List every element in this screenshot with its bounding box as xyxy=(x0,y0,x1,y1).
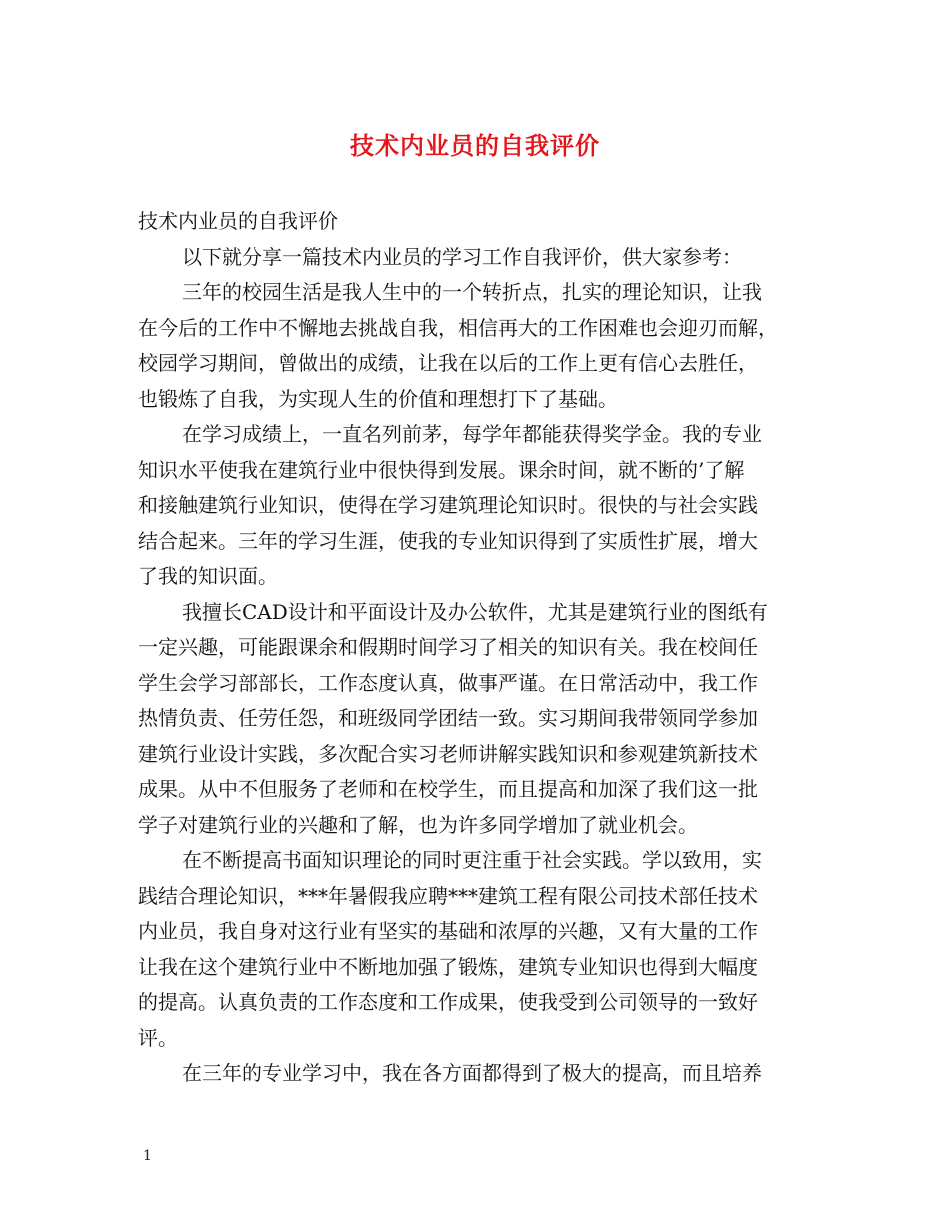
body-line: 结合起来。三年的学习生涯，使我的专业知识得到了实质性扩展，增大 xyxy=(138,528,758,553)
body-line: 的提高。认真负责的工作态度和工作成果，使我受到公司领导的一致好 xyxy=(138,990,758,1014)
body-line: 在不断提高书面知识理论的同时更注重于社会实践。学以致用，实 xyxy=(182,848,762,872)
body-line: 成果。从中不但服务了老师和在校学生，而且提高和加深了我们这一批 xyxy=(138,777,758,801)
body-line: 在三年的专业学习中，我在各方面都得到了极大的提高，而且培养 xyxy=(182,1061,762,1085)
body-line: 以下就分享一篇技术内业员的学习工作自我评价，供大家参考： xyxy=(182,244,742,269)
body-line: 学生会学习部部长，工作态度认真，做事严谨。在日常活动中，我工作 xyxy=(138,670,758,695)
body-line: 一定兴趣，可能跟课余和假期时间学习了相关的知识有关。我在校间任 xyxy=(138,635,758,659)
body-line: 在学习成绩上，一直名列前茅，每学年都能获得奖学金。我的专业 xyxy=(182,422,762,446)
body-line: 知识水平使我在建筑行业中很快得到发展。课余时间，就不断的’了解 xyxy=(138,457,745,482)
body-line: 建筑行业设计实践，多次配合实习老师讲解实践知识和参观建筑新技术 xyxy=(138,741,758,766)
body-line: 内业员，我自身对这行业有坚实的基础和浓厚的兴趣，又有大量的工作 xyxy=(138,919,758,943)
document-title: 技术内业员的自我评价 xyxy=(350,131,600,160)
body-line: 评。 xyxy=(138,1025,178,1050)
body-line: 三年的校园生活是我人生中的一个转折点，扎实的理论知识，让我 xyxy=(182,280,762,304)
body-line: 也锻炼了自我，为实现人生的价值和理想打下了基础。 xyxy=(138,386,618,411)
body-line: 和接触建筑行业知识，使得在学习建筑理论知识时。很快的与社会实践 xyxy=(138,493,758,517)
body-line: 了我的知识面。 xyxy=(138,564,278,588)
body-line: 在今后的工作中不懈地去挑战自我，相信再大的工作困难也会迎刃而解， xyxy=(138,315,778,340)
body-line: 校园学习期间，曾做出的成绩，让我在以后的工作上更有信心去胜任， xyxy=(138,351,758,375)
body-line: 学子对建筑行业的兴趣和了解，也为许多同学增加了就业机会。 xyxy=(138,812,698,837)
body-line: 热情负责、任劳任怨，和班级同学团结一致。实习期间我带领同学参加 xyxy=(138,706,758,730)
document-body xyxy=(138,204,818,1092)
body-line: 技术内业员的自我评价 xyxy=(138,209,338,233)
body-line: 让我在这个建筑行业中不断地加强了锻炼，建筑专业知识也得到大幅度 xyxy=(138,954,758,979)
body-line: 我擅长CAD设计和平面设计及办公软件，尤其是建筑行业的图纸有 xyxy=(182,599,768,624)
body-line: 践结合理论知识，***年暑假我应聘***建筑工程有限公司技术部任技术 xyxy=(138,883,758,908)
page-number: 1 xyxy=(143,1148,152,1164)
